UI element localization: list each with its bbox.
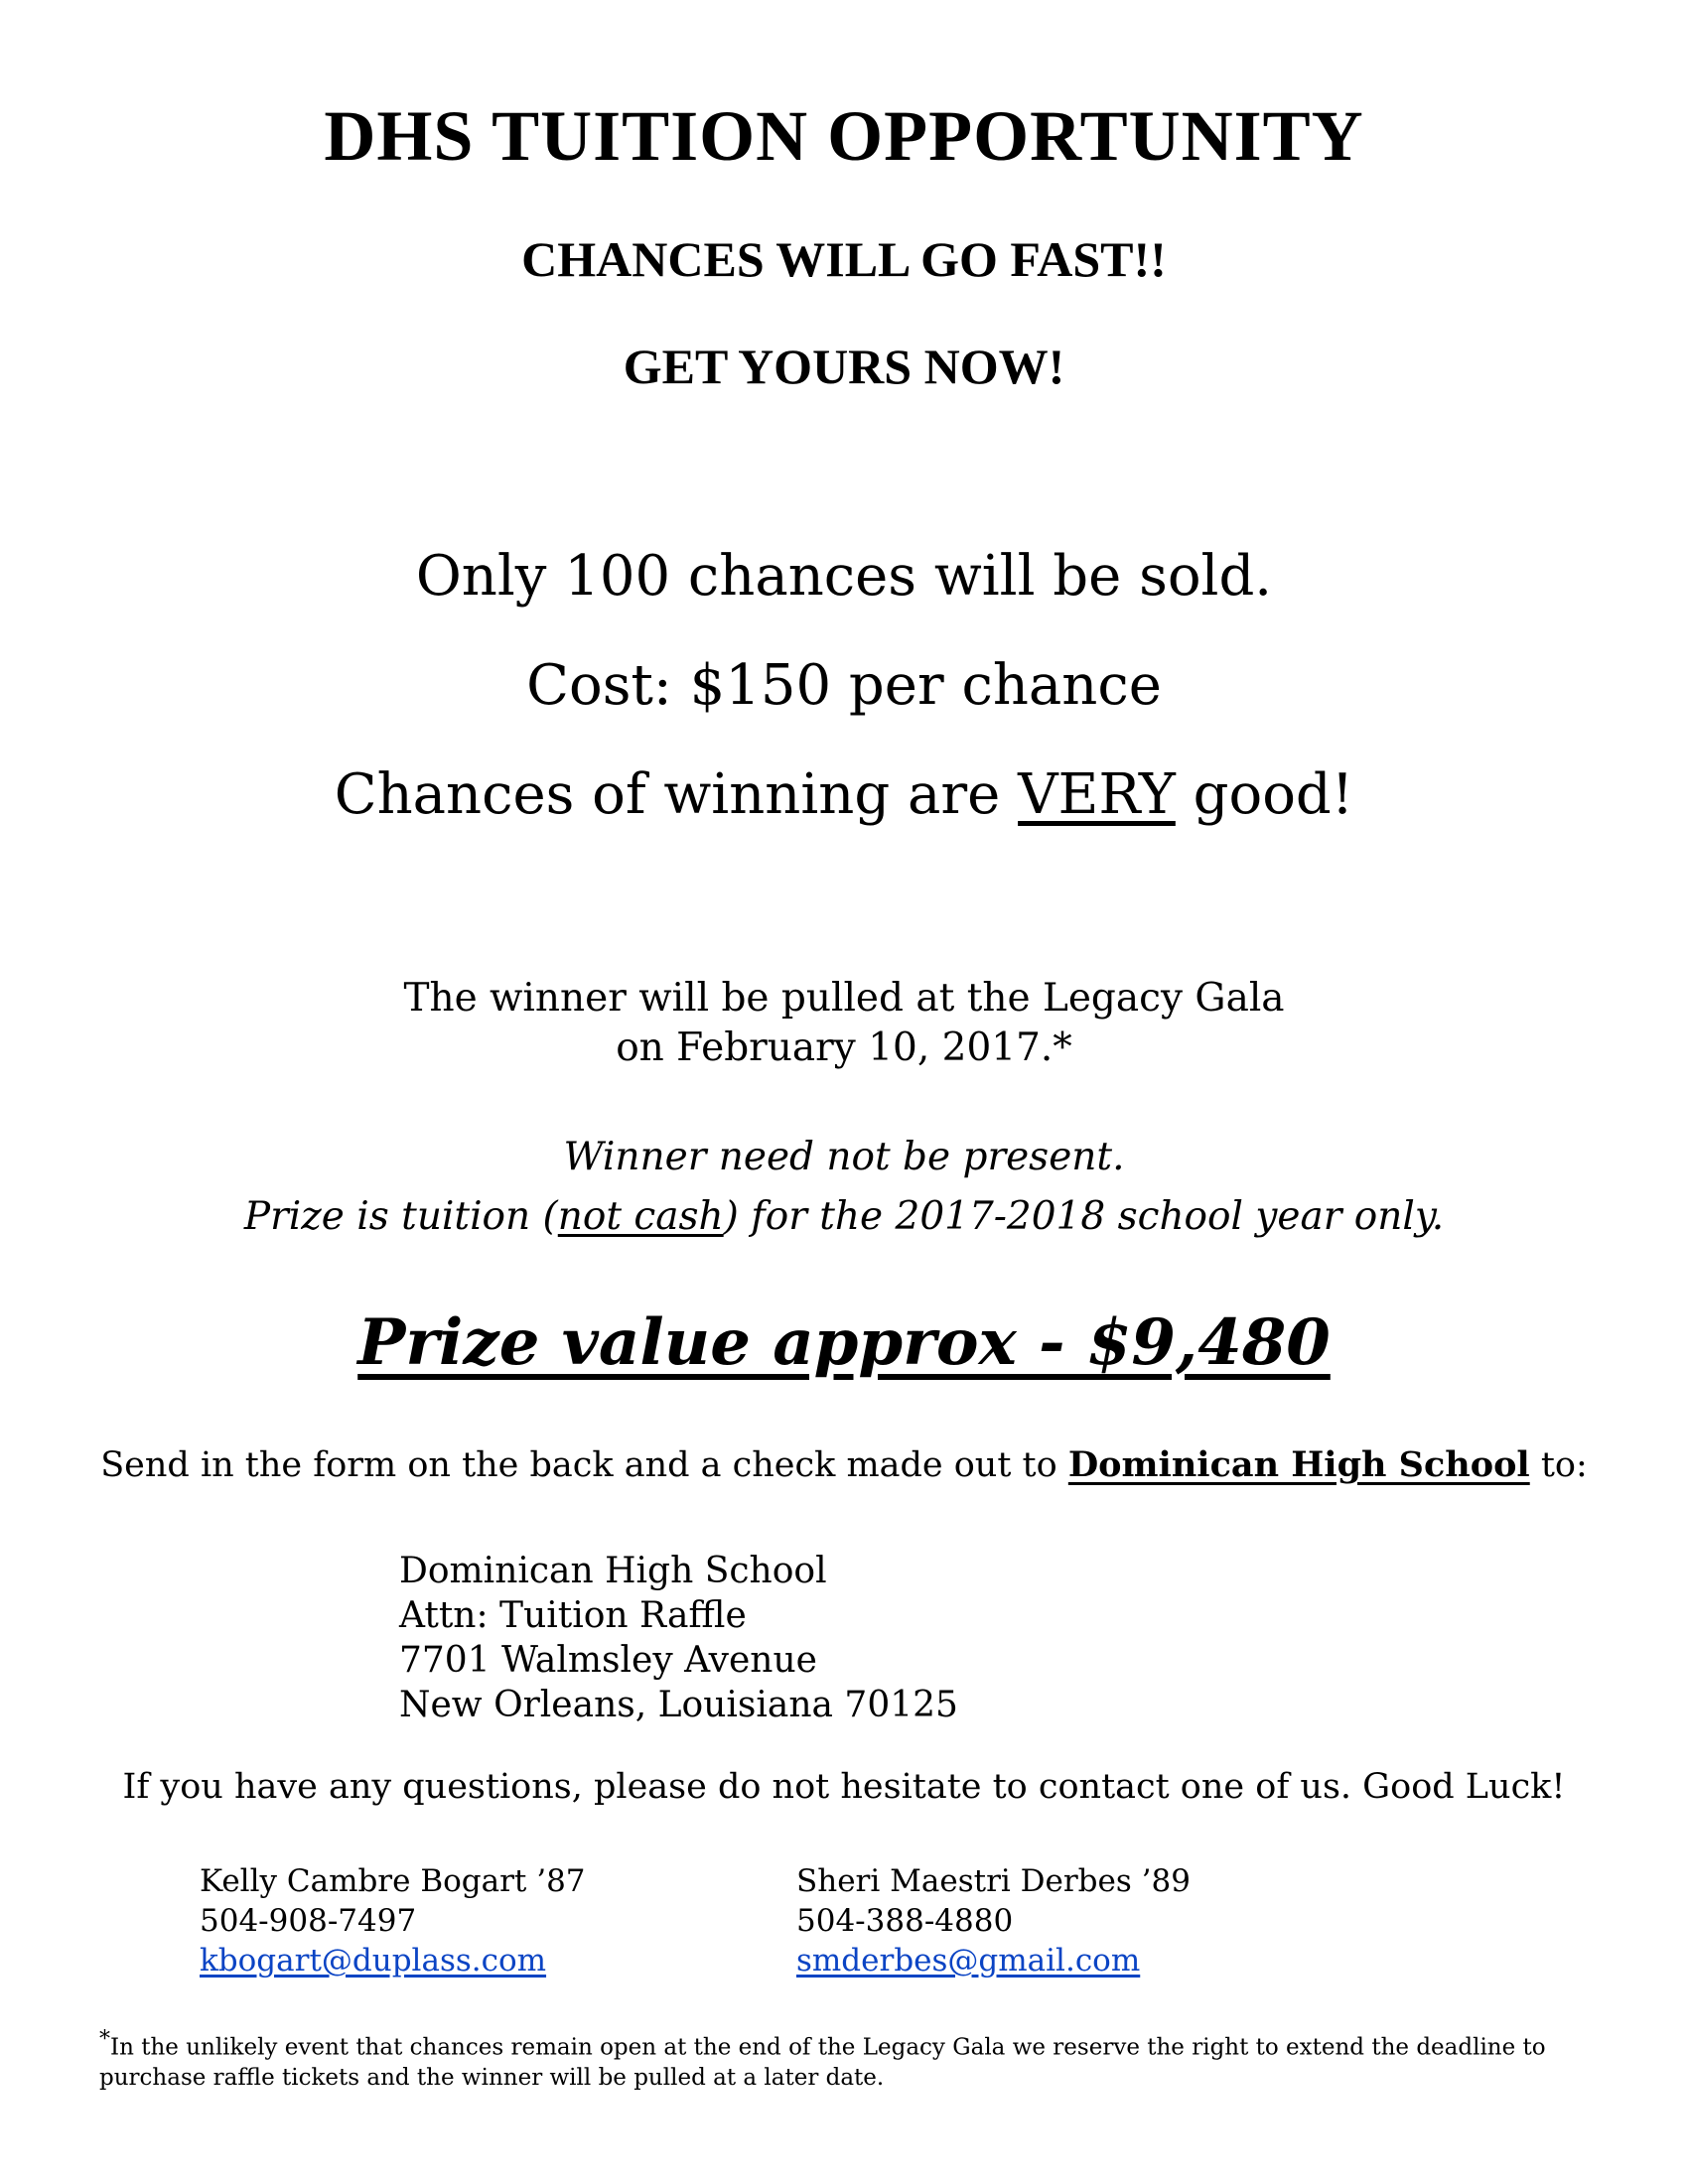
tuition-note <box>0 1194 1688 1239</box>
send-instructions <box>0 1444 1688 1485</box>
address-line-2: Attn: Tuition Raffle <box>399 1595 747 1636</box>
send-suffix: to: <box>1540 1445 1588 1485</box>
presence-note: Winner need not be present. <box>563 1135 1125 1179</box>
questions-text: If you have any questions, please do not hesitate to contact one of us. Good Luck! <box>122 1767 1566 1807</box>
address-line-3: 7701 Walmsley Avenue <box>399 1640 817 1681</box>
payee-name: Dominican High School <box>1067 1444 1530 1485</box>
tuition-note-suffix: ) for the 2017-2018 school year only. <box>723 1194 1445 1239</box>
contact-email-link[interactable]: smderbes@gmail.com <box>796 1943 1141 1979</box>
page-title: DHS TUITION OPPORTUNITY <box>324 96 1364 176</box>
footnote-text: In the unlikely event that chances remain open at the end of the Legacy Gala we reserve the right to extend the deadline to purchase raffle tickets and the winner will be pulled at a later date. <box>99 2034 1546 2091</box>
contact-name: Sheri Maestri Derbes ’89 <box>796 1863 1191 1899</box>
mailing-address <box>399 1549 958 1727</box>
footnote-mark: * <box>99 2027 110 2052</box>
contact-phone: 504-908-7497 <box>200 1903 417 1939</box>
tuition-note-emphasis: not cash <box>557 1194 724 1239</box>
tuition-note-prefix: Prize is tuition ( <box>243 1194 558 1239</box>
winning-emphasis: VERY <box>1018 762 1176 827</box>
cost-text: Cost: $150 per chance <box>526 653 1162 718</box>
subtitle-chances: CHANCES WILL GO FAST!! <box>521 231 1167 287</box>
address-line-1: Dominican High School <box>399 1551 827 1591</box>
chances-sold-text: Only 100 chances will be sold. <box>415 544 1273 609</box>
winning-odds-text <box>0 762 1688 827</box>
contact-card <box>200 1861 586 1980</box>
contact-card <box>796 1861 1191 1980</box>
winning-suffix: good! <box>1193 762 1354 827</box>
contact-name: Kelly Cambre Bogart ’87 <box>200 1863 586 1899</box>
footnote <box>99 2025 1589 2093</box>
winning-prefix: Chances of winning are <box>334 762 1001 827</box>
gala-line-2: on February 10, 2017.* <box>616 1025 1072 1070</box>
address-line-4: New Orleans, Louisiana 70125 <box>399 1685 958 1725</box>
gala-line-1: The winner will be pulled at the Legacy Gala <box>403 976 1285 1021</box>
prize-value: Prize value approx - $9,480 <box>357 1305 1331 1380</box>
contact-email-link[interactable]: kbogart@duplass.com <box>200 1943 547 1979</box>
subtitle-get-yours: GET YOURS NOW! <box>623 339 1065 394</box>
send-prefix: Send in the form on the back and a check made out to <box>100 1445 1057 1485</box>
contact-phone: 504-388-4880 <box>796 1903 1014 1939</box>
